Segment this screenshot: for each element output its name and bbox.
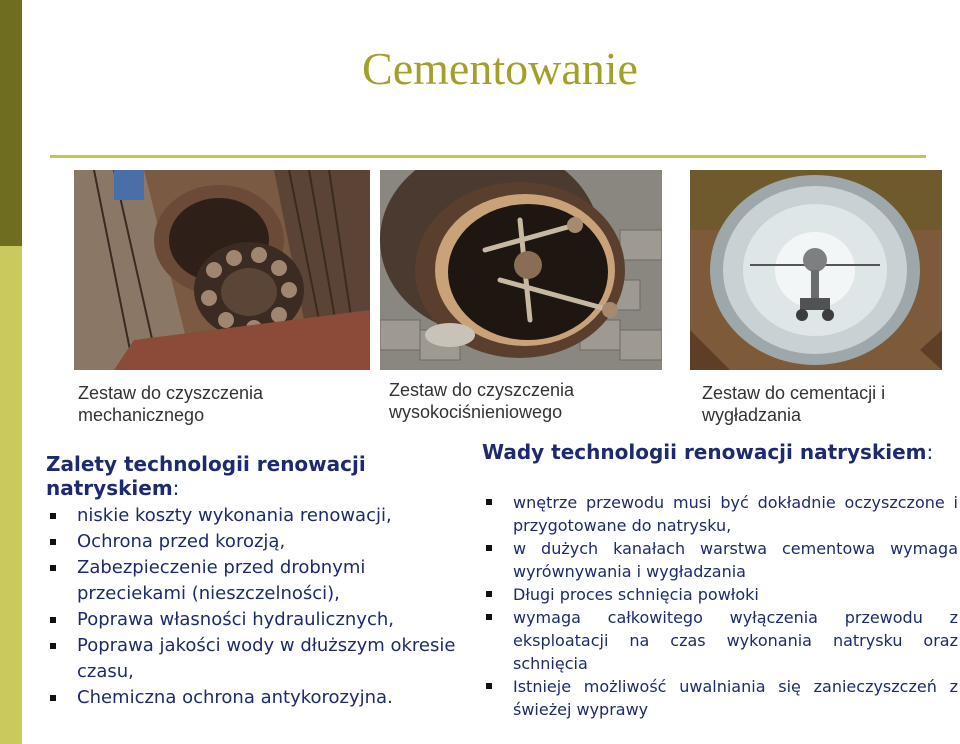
list-item-text: Poprawa jakości wody w dłuższym okresie czasu, bbox=[77, 635, 456, 682]
list-item-text: Chemiczna ochrona antykorozyjna. bbox=[77, 687, 393, 708]
list-item-text: niskie koszty wykonania renowacji, bbox=[77, 505, 392, 526]
list-item-text: Długi proces schnięcia powłoki bbox=[513, 585, 759, 604]
caption-mechanical-cleaning: Zestaw do czyszczenia mechanicznego bbox=[78, 383, 264, 425]
slide-title: Cementowanie bbox=[362, 43, 638, 94]
sidebar-accent-light bbox=[0, 246, 22, 744]
list-item-text: wymaga całkowitego wyłączenia przewodu z eksploatacji na czas wykonania natrysku oraz schnięcia bbox=[513, 608, 958, 673]
list-item-text: wnętrze przewodu musi być dokładnie oczyszczone i przygotowane do natrysku, bbox=[513, 493, 958, 535]
list-item bbox=[482, 491, 958, 537]
square-bullet-icon bbox=[486, 499, 492, 505]
square-bullet-icon bbox=[50, 565, 56, 571]
square-bullet-icon bbox=[50, 539, 56, 545]
list-item bbox=[46, 633, 476, 685]
advantages-list bbox=[46, 503, 476, 711]
advantages-heading bbox=[46, 452, 476, 500]
photo-cementation-smoothing bbox=[690, 170, 942, 370]
list-item bbox=[46, 685, 476, 711]
list-item-text: Poprawa własności hydraulicznych, bbox=[77, 609, 394, 630]
square-bullet-icon bbox=[50, 617, 56, 623]
square-bullet-icon bbox=[486, 545, 492, 551]
sidebar-accent-dark bbox=[0, 0, 22, 246]
list-item bbox=[482, 606, 958, 675]
advantages-heading-colon: : bbox=[172, 476, 180, 500]
list-item bbox=[46, 503, 476, 529]
disadvantages-heading bbox=[482, 440, 952, 464]
photo-mechanical-cleaning bbox=[74, 170, 370, 370]
list-item bbox=[482, 537, 958, 583]
advantages-heading-text: Zalety technologii renowacji natryskiem bbox=[46, 452, 366, 500]
disadvantages-heading-text: Wady technologii renowacji natryskiem bbox=[482, 440, 927, 464]
photo-high-pressure-cleaning bbox=[380, 170, 662, 370]
title-underline bbox=[50, 155, 926, 158]
list-item-text: Ochrona przed korozją, bbox=[77, 531, 286, 552]
square-bullet-icon bbox=[50, 513, 56, 519]
list-item-text: Istnieje możliwość uwalniania się zanieczyszczeń z świeżej wyprawy bbox=[513, 677, 958, 719]
list-item bbox=[46, 607, 476, 633]
square-bullet-icon bbox=[50, 695, 56, 701]
list-item bbox=[46, 555, 476, 607]
square-bullet-icon bbox=[50, 643, 56, 649]
list-item bbox=[482, 583, 958, 606]
list-item bbox=[482, 675, 958, 721]
square-bullet-icon bbox=[486, 614, 492, 620]
caption-cementation-smoothing: Zestaw do cementacji i wygładzania bbox=[702, 383, 886, 425]
caption-high-pressure-cleaning: Zestaw do czyszczenia wysokociśnieniowego bbox=[389, 380, 575, 422]
disadvantages-heading-colon: : bbox=[926, 440, 934, 464]
list-item bbox=[46, 529, 476, 555]
disadvantages-list bbox=[482, 491, 958, 721]
square-bullet-icon bbox=[486, 591, 492, 597]
list-item-text: Zabezpieczenie przed drobnymi przeciekami (nieszczelności), bbox=[77, 557, 366, 604]
list-item-text: w dużych kanałach warstwa cementowa wymaga wyrównywania i wygładzania bbox=[513, 539, 958, 581]
sidebar-accent bbox=[0, 0, 22, 744]
square-bullet-icon bbox=[486, 683, 492, 689]
